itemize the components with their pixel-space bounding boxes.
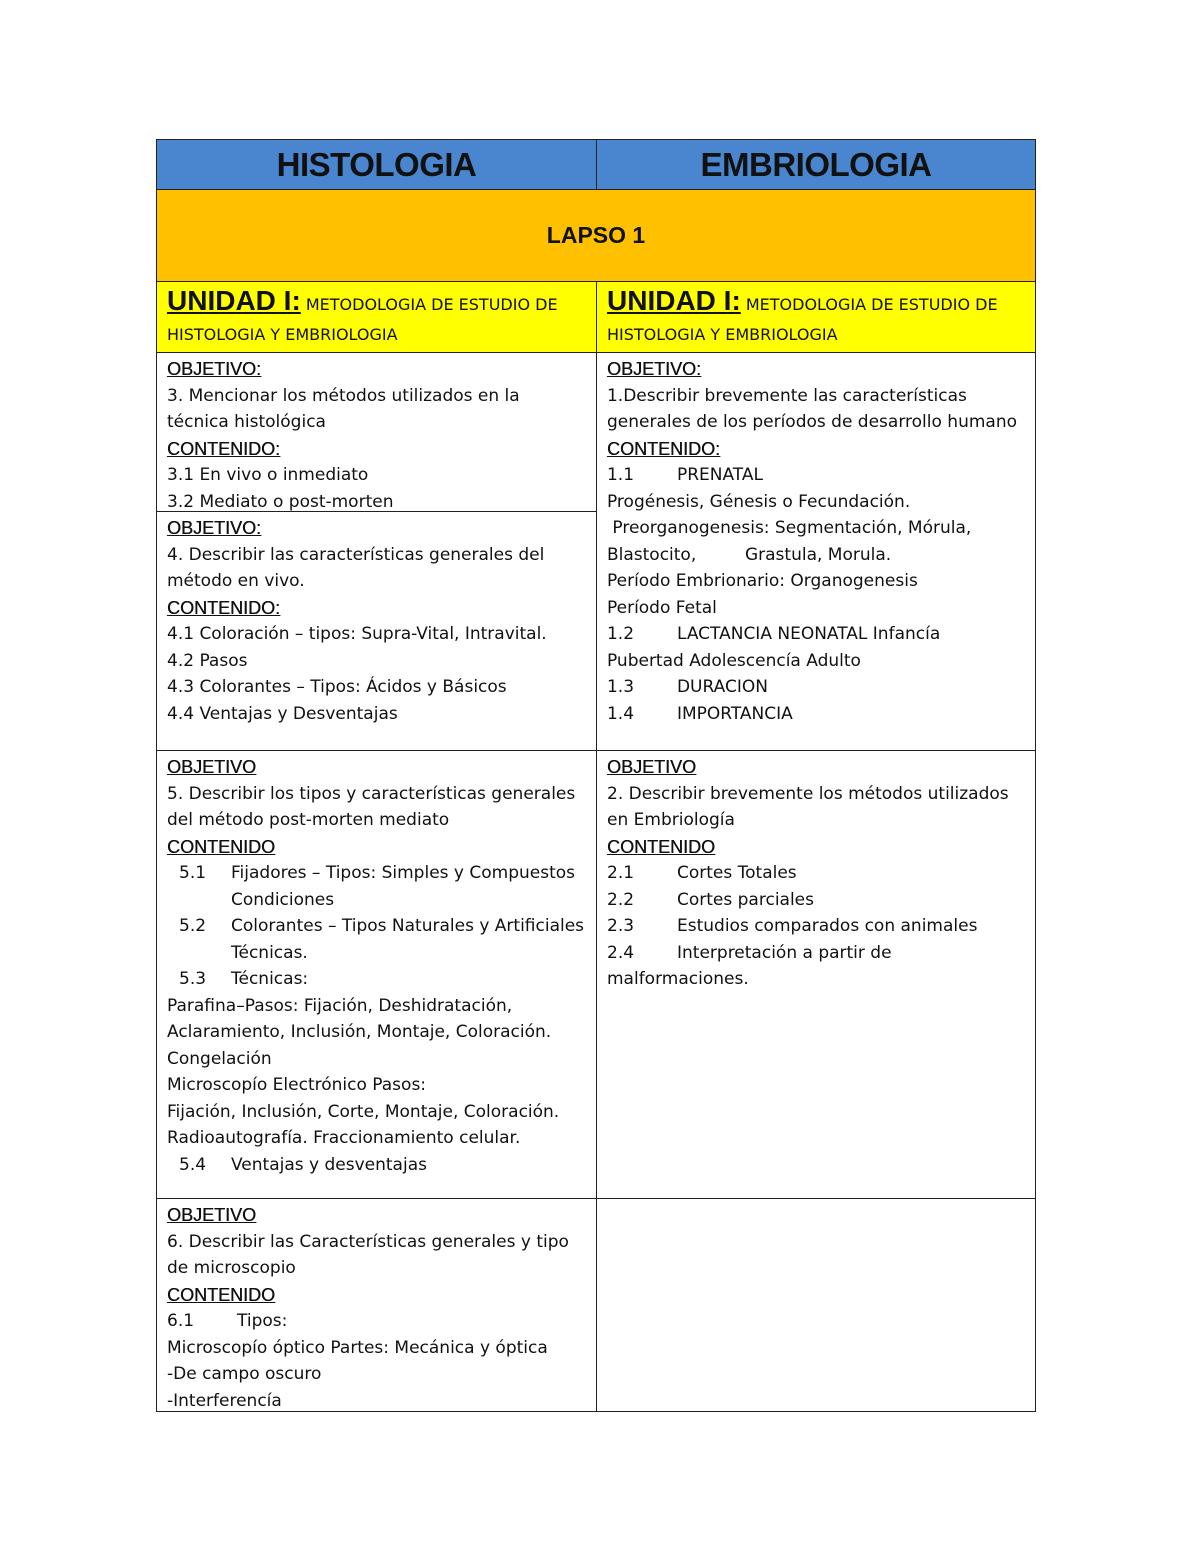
contenido-label: CONTENIDO:	[167, 438, 281, 459]
objetivo-label: OBJETIVO	[607, 757, 697, 777]
list-item: 4.3 Colorantes – Tipos: Ácidos y Básicos	[167, 677, 507, 697]
document-table	[156, 139, 1036, 1412]
list-item: Preorganogenesis: Segmentación, Mórula,	[606, 518, 972, 538]
list-item: 2.2 Cortes parciales	[607, 889, 814, 910]
header-histologia: HISTOLOGIA	[276, 146, 477, 183]
list-item: 1.4 IMPORTANCIA	[606, 703, 793, 724]
content-row-3	[157, 1199, 1035, 1412]
row1-left	[157, 353, 596, 750]
list-item: 2.1 Cortes Totales	[607, 863, 797, 883]
unidad-label: UNIDAD I:	[167, 285, 301, 316]
list-item: 5.3 Técnicas:	[179, 969, 309, 989]
list-item: 1.1 PRENATAL	[606, 465, 763, 485]
list-item: 1.3 DURACION	[606, 677, 768, 697]
objetivo-label: OBJETIVO	[167, 1205, 257, 1225]
list-item: Fijación, Inclusión, Corte, Montaje, Coloración.	[167, 1101, 560, 1122]
header-embriologia: EMBRIOLOGIA	[596, 140, 1035, 189]
objetivo-label: OBJETIVO:	[606, 359, 701, 379]
list-item: Período Embrionario: Organogenesis	[606, 571, 918, 591]
list-item: Período Fetal	[606, 597, 717, 618]
contenido-label: CONTENIDO	[607, 836, 715, 857]
objetivo-4-block	[157, 511, 596, 727]
objetivo-text: 2. Describir brevemente los métodos utilizados en Embriología	[607, 783, 1009, 830]
row1-right	[596, 353, 1035, 750]
objetivo-3-block	[157, 353, 596, 511]
list-item: -Interferencía	[167, 1390, 282, 1411]
list-item: Microscopío óptico Partes: Mecánica y óptica	[167, 1337, 548, 1358]
row3-right-empty	[596, 1199, 1035, 1411]
objetivo-label: OBJETIVO	[167, 757, 257, 777]
list-item: 5.4 Ventajas y desventajas	[179, 1154, 427, 1175]
objetivo-label: OBJETIVO:	[167, 518, 262, 538]
row3-left	[157, 1199, 596, 1411]
list-item: 6.1 Tipos:	[167, 1311, 288, 1331]
content-row-1	[157, 353, 1035, 751]
list-item: Congelación	[167, 1048, 272, 1069]
list-item: 1.2 LACTANCIA NEONATAL Infancía	[606, 624, 941, 644]
list-item: Microscopío Electrónico Pasos:	[167, 1075, 427, 1095]
list-item: 3.2 Mediato o post-morten	[167, 491, 394, 512]
row2-right	[596, 751, 1035, 1198]
objetivo-text: 5. Describir los tipos y características generales del método post-morten mediato	[167, 783, 576, 830]
unidad-text: METODOLOGIA DE ESTUDIO DE HISTOLOGIA Y EMBRIOLOGIA	[607, 295, 998, 344]
list-item: 5.1 Fijadores – Tipos: Simples y Compuestos Condiciones	[179, 863, 576, 910]
list-item: 2.3 Estudios comparados con animales	[607, 916, 978, 936]
row2-left	[157, 751, 596, 1198]
list-item: Pubertad Adolescencía Adulto	[606, 650, 861, 671]
list-item: 4.1 Coloración – tipos: Supra-Vital, Intravital.	[167, 624, 547, 644]
table-grid	[156, 139, 1036, 1412]
list-item: Radioautografía. Fraccionamiento celular.	[167, 1128, 521, 1148]
unidad-row	[157, 282, 1035, 353]
list-item: -De campo oscuro	[167, 1364, 322, 1384]
objetivo-text: 1.Describir brevemente las características generales de los períodos de desarrollo humano	[606, 385, 1017, 432]
list-item: Progénesis, Génesis o Fecundación.	[606, 491, 911, 512]
list-item: Aclaramiento, Inclusión, Montaje, Coloración.	[167, 1022, 552, 1042]
list-item: 5.2 Colorantes – Tipos Naturales y Artificiales Técnicas.	[179, 916, 585, 963]
list-item: malformaciones.	[607, 969, 749, 989]
contenido-label: CONTENIDO:	[167, 597, 281, 618]
contenido-label: CONTENIDO:	[606, 438, 720, 459]
lapso-row: LAPSO 1	[157, 190, 1035, 282]
unidad-right	[596, 282, 1035, 352]
unidad-label: UNIDAD I:	[607, 285, 741, 316]
list-item: Parafina–Pasos: Fijación, Deshidratación,	[167, 995, 513, 1016]
objetivo-text: 4. Describir las características generales del método en vivo.	[167, 544, 545, 591]
content-row-2	[157, 751, 1035, 1199]
list-item: 2.4 Interpretación a partir de	[607, 942, 892, 963]
objetivo-text: 3. Mencionar los métodos utilizados en la técnica histológica	[167, 385, 520, 432]
contenido-label: CONTENIDO	[167, 1284, 275, 1305]
contenido-label: CONTENIDO	[167, 836, 275, 857]
list-item: Blastocito, Grastula, Morula.	[606, 544, 892, 565]
unidad-left	[157, 282, 596, 352]
list-item: 4.4 Ventajas y Desventajas	[167, 703, 398, 724]
unidad-text: METODOLOGIA DE ESTUDIO DE HISTOLOGIA Y EMBRIOLOGIA	[167, 295, 558, 344]
header-row	[157, 140, 1035, 190]
list-item: 3.1 En vivo o inmediato	[167, 465, 369, 485]
objetivo-label: OBJETIVO:	[167, 359, 262, 379]
list-item: 4.2 Pasos	[167, 650, 248, 671]
objetivo-text: 6. Describir las Características generales y tipo de microscopio	[167, 1231, 569, 1278]
